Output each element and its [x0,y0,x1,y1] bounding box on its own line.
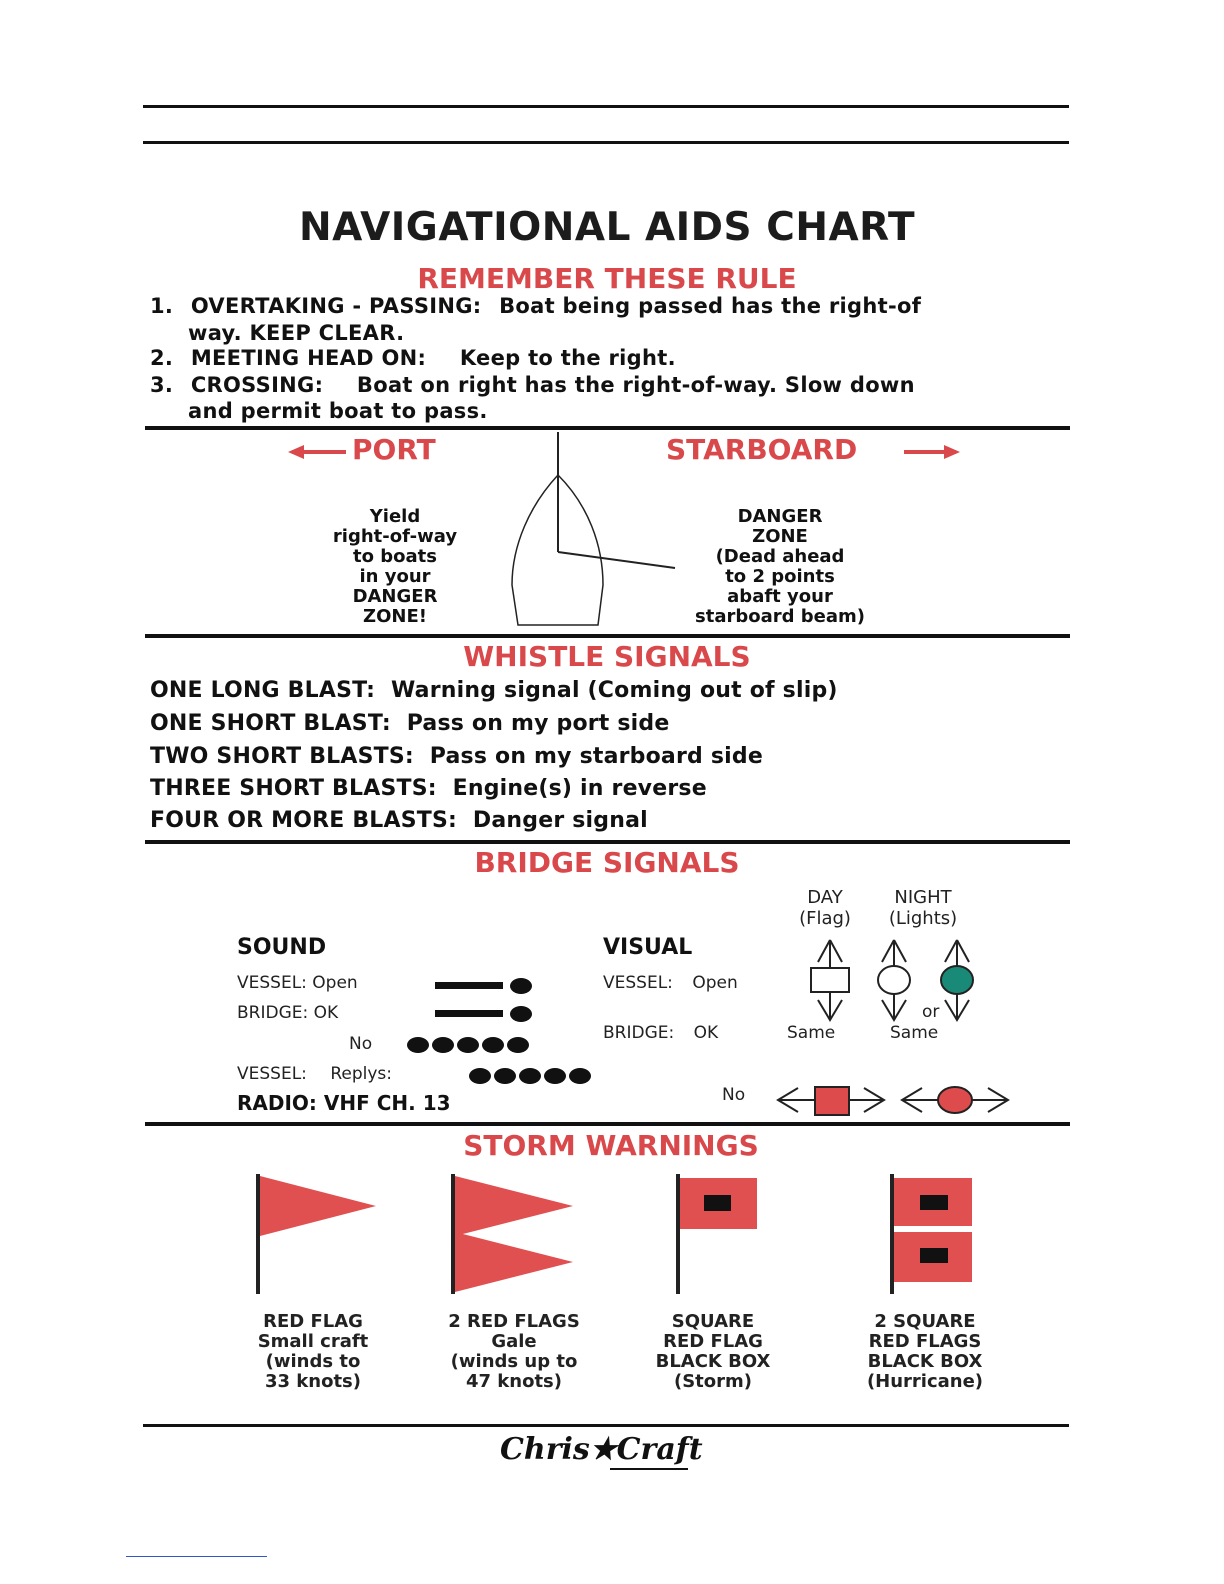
storm-label-1: RED FLAG Small craft (winds to 33 knots) [257,1311,369,1392]
short-blast-1 [510,978,532,994]
short-blast-2 [510,1006,532,1022]
reply-blast-4 [544,1068,566,1084]
no-blast-3 [457,1037,479,1053]
divider-boat [145,634,1070,638]
page-link-underline [126,1556,267,1557]
visual-or: or [922,1002,940,1022]
visual-no: No [722,1085,746,1105]
danger-zone-text: DANGER ZONE (Dead ahead to 2 points abaft your starboard beam) [695,506,865,627]
rule-3-label: CROSSING: [190,373,324,397]
starboard-label: STARBOARD [666,433,858,466]
storm-heading: STORM WARNINGS [463,1129,759,1162]
visual-same-2: Same [890,1023,939,1043]
night-green-light [941,940,973,1020]
whistle-item-3: TWO SHORT BLASTS: Pass on my starboard side [150,744,763,769]
bottom-rule [143,1424,1069,1427]
no-red-light-signal [902,1087,1008,1113]
rule-3-text: Boat on right has the right-of-way. Slow down [356,373,915,397]
top-rule-1 [143,105,1069,108]
whistle-item-4: THREE SHORT BLASTS: Engine(s) in reverse [150,776,707,801]
day-label: DAY (Flag) [799,887,851,929]
sound-no: No [349,1034,373,1054]
no-blast-5 [507,1037,529,1053]
sound-heading: SOUND [237,935,327,960]
day-open-signal [811,940,849,1020]
rules-heading: REMEMBER THESE RULE [417,262,797,295]
rule-3 [150,373,915,397]
no-blast-1 [407,1037,429,1053]
long-blast-2 [435,1010,503,1017]
chris-craft-logo: Chris★Craft [500,1432,703,1467]
two-square-flags-black-box-icon [892,1174,972,1294]
rule-1 [150,294,921,318]
whistle-heading: WHISTLE SIGNALS [463,640,751,673]
visual-vessel-open: VESSEL: Open [603,973,738,993]
whistle-item-1: ONE LONG BLAST: Warning signal (Coming out of slip) [150,678,838,703]
no-red-square-signal [778,1087,884,1115]
no-blast-2 [432,1037,454,1053]
reply-blast-5 [569,1068,591,1084]
two-red-flags-icon [453,1174,573,1294]
sound-bridge-ok: BRIDGE: OK [237,1003,339,1023]
no-blast-4 [482,1037,504,1053]
reply-blast-1 [469,1068,491,1084]
sound-vessel-open: VESSEL: Open [237,973,358,993]
divider-whistle [145,840,1070,844]
reply-blast-2 [494,1068,516,1084]
rule-2-text: Keep to the right. [459,346,676,370]
whistle-item-2: ONE SHORT BLAST: Pass on my port side [150,711,670,736]
reply-blast-3 [519,1068,541,1084]
visual-bridge-ok: BRIDGE: OK [603,1023,719,1043]
storm-label-3: SQUARE RED FLAG BLACK BOX (Storm) [655,1311,771,1392]
port-label: PORT [352,433,436,466]
page-title: NAVIGATIONAL AIDS CHART [298,205,916,250]
rule-1-num: 1. [150,294,174,318]
storm-flags [240,1168,1000,1303]
rule-2 [150,346,676,370]
starboard-arrow-icon [904,444,964,460]
rule-1-label: OVERTAKING - PASSING: [190,294,482,318]
storm-label-4: 2 SQUARE RED FLAGS BLACK BOX (Hurricane) [866,1311,984,1392]
long-blast-1 [435,982,503,989]
top-rule-2 [143,141,1069,144]
square-flag-black-box-icon [678,1174,757,1294]
sound-vessel-replys: VESSEL: Replys: [237,1064,392,1084]
yield-text: Yield right-of-way to boats in your DANGER ZONE! [332,506,458,627]
storm-label-2: 2 RED FLAGS Gale (winds up to 47 knots) [448,1311,580,1392]
bridge-heading: BRIDGE SIGNALS [474,846,740,879]
rule-2-num: 2. [150,346,174,370]
rule-1-text: Boat being passed has the right-of [499,294,922,318]
divider-bridge [145,1122,1070,1126]
logo-underline [610,1468,688,1470]
beam-line [558,552,675,568]
visual-same-1: Same [787,1023,836,1043]
port-arrow-icon [288,444,348,460]
whistle-item-5: FOUR OR MORE BLASTS: Danger signal [150,808,648,833]
rule-3-cont: and permit boat to pass. [188,399,488,423]
sound-signals [430,975,620,1095]
rule-2-label: MEETING HEAD ON: [190,346,427,370]
visual-heading: VISUAL [603,935,693,960]
rule-1-cont: way. KEEP CLEAR. [188,321,405,345]
red-flag-icon [258,1174,376,1294]
rule-3-num: 3. [150,373,174,397]
night-white-light [878,940,910,1020]
boat-diagram [500,430,690,630]
night-label: NIGHT (Lights) [888,887,958,929]
radio-label: RADIO: VHF CH. 13 [237,1091,451,1115]
visual-signals [770,938,1020,1118]
